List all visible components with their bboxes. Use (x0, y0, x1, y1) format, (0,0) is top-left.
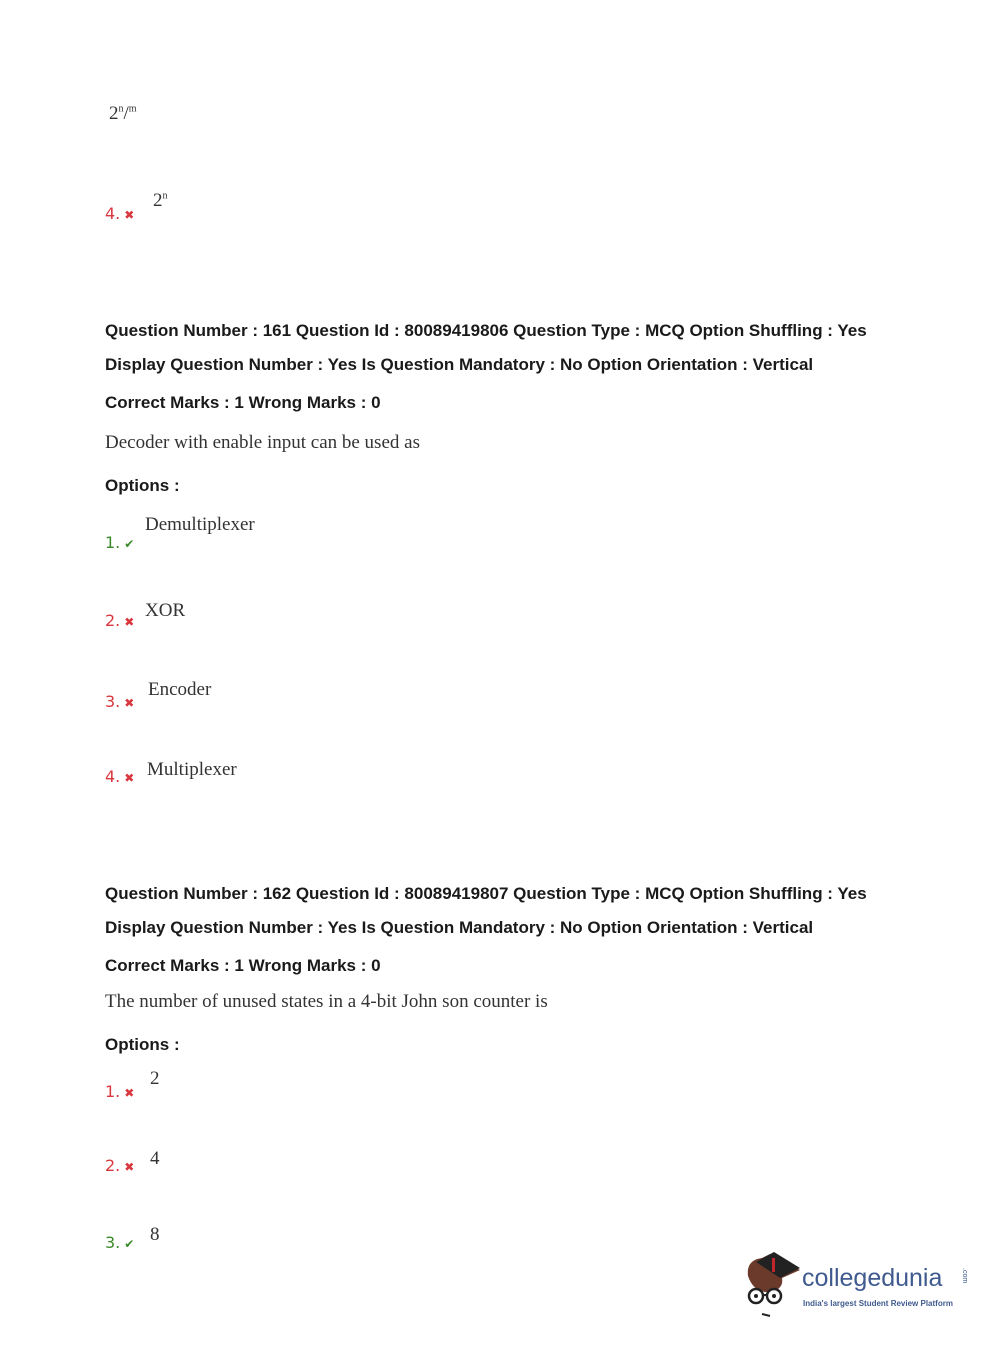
cross-icon: ✖ (124, 1086, 135, 1100)
question-text: The number of unused states in a 4-bit John son counter is (105, 991, 548, 1012)
cross-icon: ✖ (124, 696, 135, 710)
cross-icon: ✖ (124, 771, 135, 785)
option-4-number: 4. ✖ (105, 204, 135, 223)
option-1 (105, 514, 255, 554)
options-label: Options : (105, 476, 180, 495)
option-2-number: 2. ✖ (105, 1156, 135, 1175)
question-text: Decoder with enable input can be used as (105, 432, 420, 453)
option-1-number: 1. ✔ (105, 533, 135, 552)
option-3-value: Encoder (148, 679, 212, 700)
option-1-value: Demultiplexer (145, 514, 255, 535)
option-2 (105, 1148, 160, 1177)
question-marks: Correct Marks : 1 Wrong Marks : 0 (105, 393, 381, 412)
option-2-number: 2. ✖ (105, 611, 135, 630)
option-4-value: 2$^n$ (153, 190, 168, 211)
option-1 (105, 1068, 160, 1103)
option-2-value: XOR (145, 600, 186, 621)
logo-suffix: .com (961, 1268, 968, 1284)
option-3 (105, 679, 211, 713)
logo-tagline: India's largest Student Review Platform (803, 1299, 953, 1308)
cross-icon: ✖ (124, 615, 135, 629)
option-4 (105, 190, 168, 225)
question-marks: Correct Marks : 1 Wrong Marks : 0 (105, 956, 381, 975)
option-2 (105, 600, 185, 632)
check-icon: ✔ (124, 537, 135, 551)
option-3-number: 3. ✔ (105, 1233, 135, 1252)
option-1-number: 1. ✖ (105, 1082, 135, 1101)
question-meta-line2: Display Question Number : Yes Is Question Mandatory : No Option Orientation : Vertical (105, 355, 814, 374)
check-icon: ✔ (124, 1237, 135, 1251)
option-4-value: Multiplexer (147, 759, 237, 780)
option-4 (105, 759, 237, 788)
option-1-value: 2 (150, 1068, 160, 1089)
option-3-number: 3. ✖ (105, 692, 135, 711)
option-3-value: 8 (150, 1224, 160, 1245)
option-4-number: 4. ✖ (105, 767, 135, 786)
question-meta-line1: Question Number : 161 Question Id : 80089419806 Question Type : MCQ Option Shuffling : Yes (105, 321, 867, 340)
option-value-formula: 2$^n$/$^m$ (109, 103, 137, 124)
question-meta-line1: Question Number : 162 Question Id : 80089419807 Question Type : MCQ Option Shuffling : Yes (105, 884, 867, 903)
question-meta-line2: Display Question Number : Yes Is Question Mandatory : No Option Orientation : Vertical (105, 918, 814, 937)
collegedunia-logo (742, 1248, 977, 1320)
cross-icon: ✖ (124, 208, 135, 222)
cross-icon: ✖ (124, 1160, 135, 1174)
option-3 (105, 1224, 160, 1254)
logo-name: collegedunia (802, 1264, 943, 1292)
option-2-value: 4 (150, 1148, 160, 1169)
options-label: Options : (105, 1035, 180, 1054)
mascot-icon (742, 1248, 802, 1318)
